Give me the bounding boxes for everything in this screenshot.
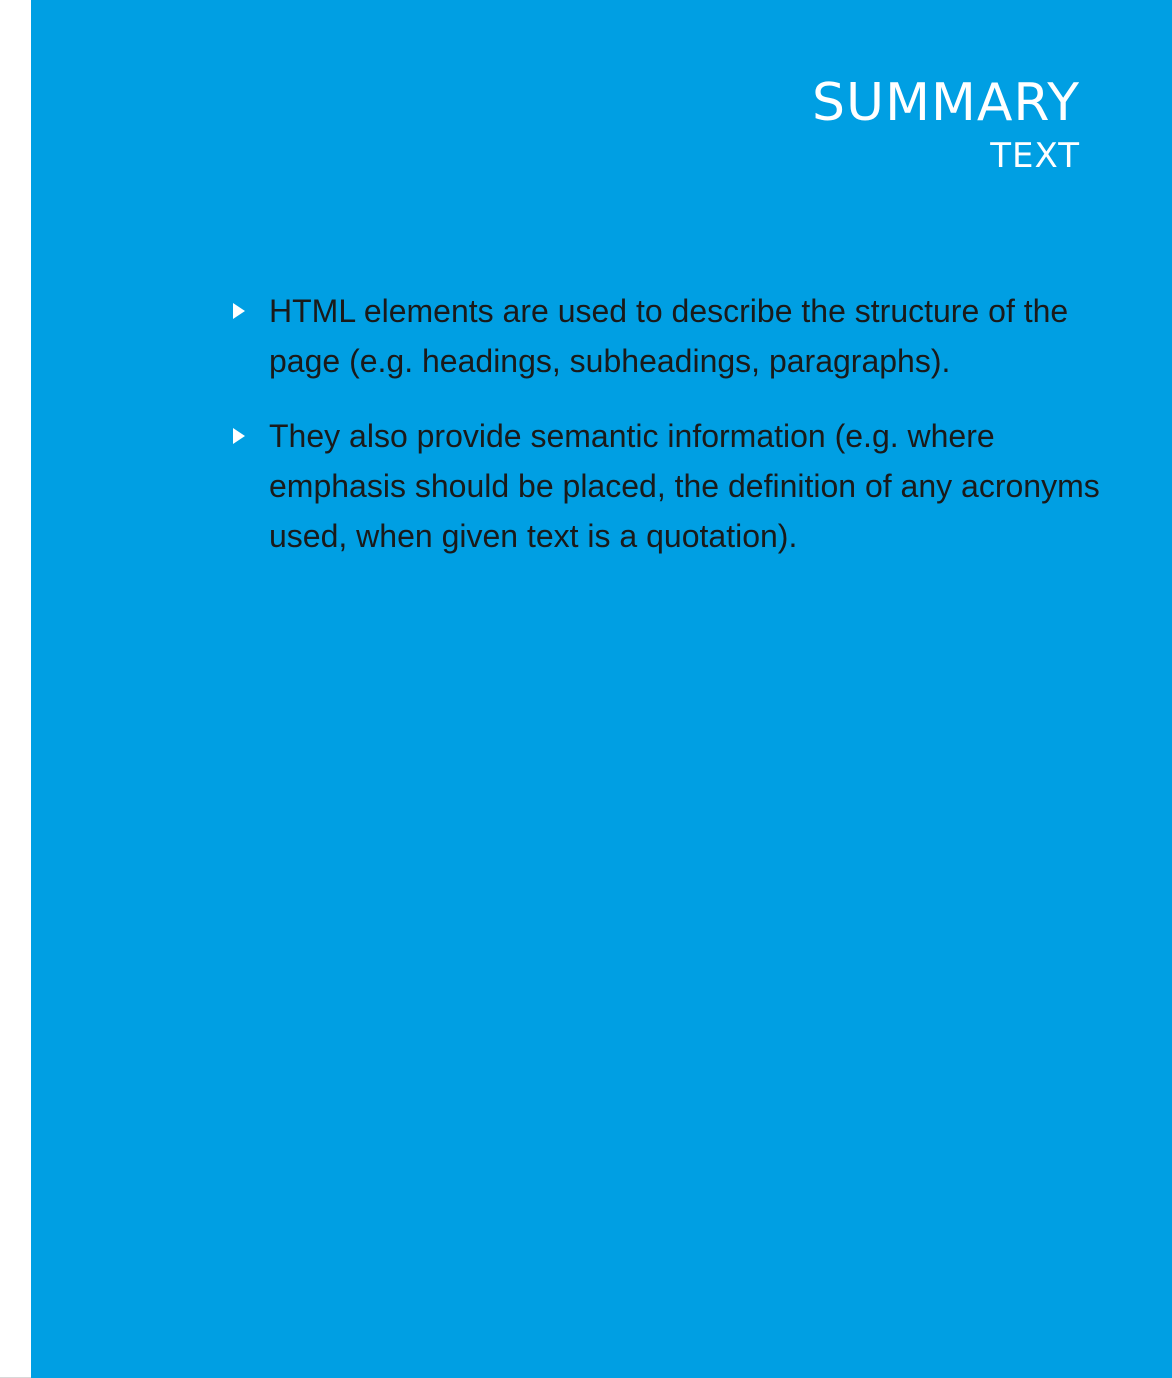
bullet-item xyxy=(231,411,1111,561)
summary-panel xyxy=(31,0,1172,1378)
heading-subtitle: TEXT xyxy=(990,136,1080,176)
bullet-item xyxy=(231,286,1111,386)
summary-bullet-list xyxy=(231,286,1111,586)
heading-title: SUMMARY xyxy=(812,73,1080,133)
bullet-text: HTML elements are used to describe the structure of the page (e.g. headings, subheadings, paragraphs). xyxy=(269,293,1069,379)
section-heading xyxy=(812,70,1080,176)
bullet-text: They also provide semantic information (e.g. where emphasis should be placed, the definition of any acronyms used, when given text is a quotation). xyxy=(269,418,1100,554)
triangle-right-icon xyxy=(233,303,245,319)
triangle-right-icon xyxy=(233,428,245,444)
